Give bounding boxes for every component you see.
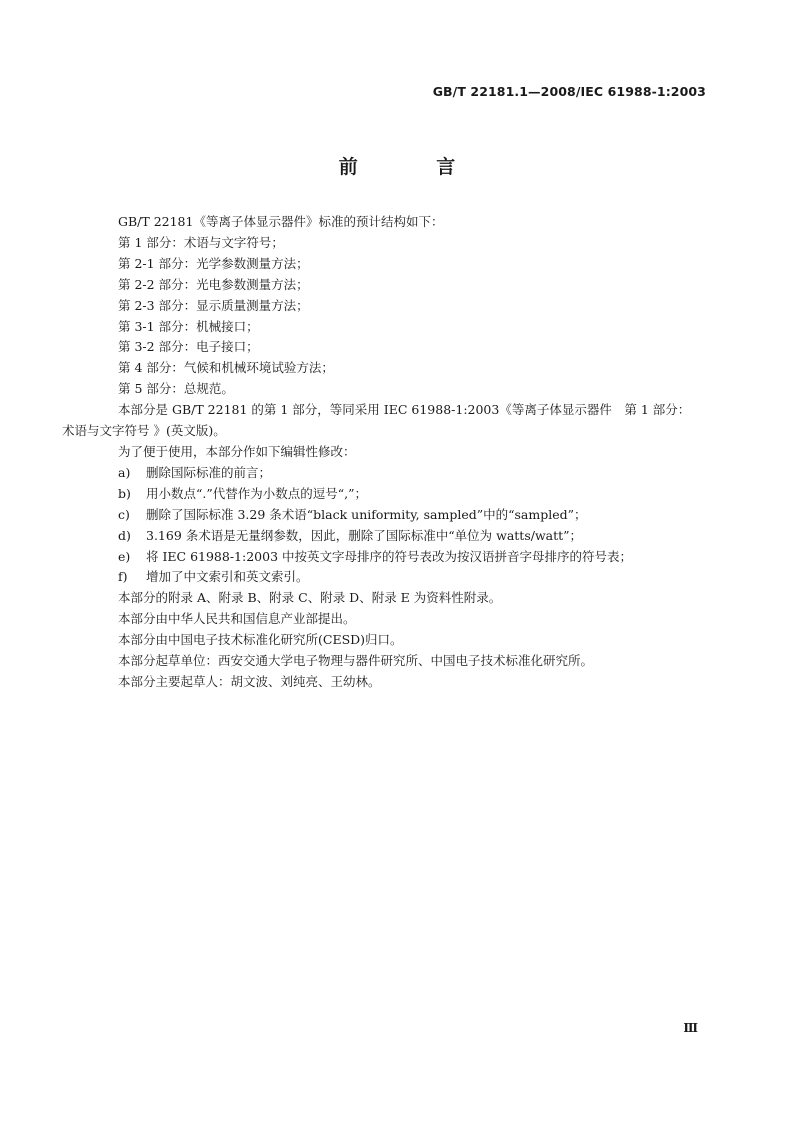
edit-item-text: 删除了国际标准 3.29 条术语“black uniformity, sampled”中的“sampled”； [146,506,587,522]
foreword-body [62,212,710,693]
intro-paragraph: GB/T 22181《等离子体显示器件》标准的预计结构如下： [118,214,444,229]
edit-list-item [90,463,710,484]
structure-item: 第 2-2 部分：光电参数测量方法； [118,276,309,292]
edit-list-item [90,567,710,588]
edit-item-label: a) [118,464,131,480]
edit-item-text: 删除国际标准的前言； [146,464,272,480]
closing-paragraph: 本部分的附录 A、附录 B、附录 C、附录 D、附录 E 为资料性附录。 [118,590,502,606]
page-title: 前 言 [338,156,492,178]
edits-intro-paragraph: 为了便于使用，本部分作如下编辑性修改： [118,443,356,459]
edit-item-label: c) [118,506,130,522]
edit-item-text: 3.169 条术语是无量纲参数，因此，删除了国际标准中“单位为 watts/watt”； [146,527,583,543]
edit-item-text: 用小数点“.”代替作为小数点的逗号“,”； [146,485,368,501]
structure-item: 第 4 部分：气候和机械环境试验方法； [118,360,334,376]
structure-item: 第 2-1 部分：光学参数测量方法； [118,255,309,271]
edit-item-label: d) [118,527,131,543]
structure-item: 第 5 部分：总规范。 [118,381,234,397]
standard-code-header: GB/T 22181.1—2008/IEC 61988-1:2003 [432,84,706,99]
edit-list-item [90,547,710,568]
page-number: Ⅲ [683,1021,698,1035]
closing-paragraph: 本部分起草单位：西安交通大学电子物理与器件研究所、中国电子技术标准化研究所。 [118,653,594,669]
closing-paragraph: 本部分主要起草人：胡文波、刘纯亮、王幼林。 [118,673,381,689]
closing-paragraph: 本部分由中国电子技术标准化研究所(CESD)归口。 [118,632,403,648]
edit-list-item [90,484,710,505]
edit-item-text: 增加了中文索引和英文索引。 [146,569,309,585]
edit-list-item [90,505,710,526]
edit-item-label: e) [118,548,131,564]
edit-item-text: 将 IEC 61988-1:2003 中按英文字母排序的符号表改为按汉语拼音字母排序的符号表； [146,548,633,564]
adoption-paragraph-line2: 术语与文字符号 》(英文版)。 [62,423,226,439]
structure-item: 第 3-2 部分：电子接口； [118,339,259,355]
edit-item-label: b) [118,485,131,501]
edit-list-item [90,526,710,547]
structure-item: 第 1 部分：术语与文字符号； [118,234,284,250]
closing-paragraph: 本部分由中华人民共和国信息产业部提出。 [118,611,356,627]
edit-item-label: f) [118,569,128,585]
structure-item: 第 3-1 部分：机械接口； [118,318,259,334]
structure-item: 第 2-3 部分：显示质量测量方法； [118,297,309,313]
adoption-paragraph-line1: 本部分是 GB/T 22181 的第 1 部分，等同采用 IEC 61988-1:2003《等离子体显示器件 第 1 部分： [118,402,691,418]
